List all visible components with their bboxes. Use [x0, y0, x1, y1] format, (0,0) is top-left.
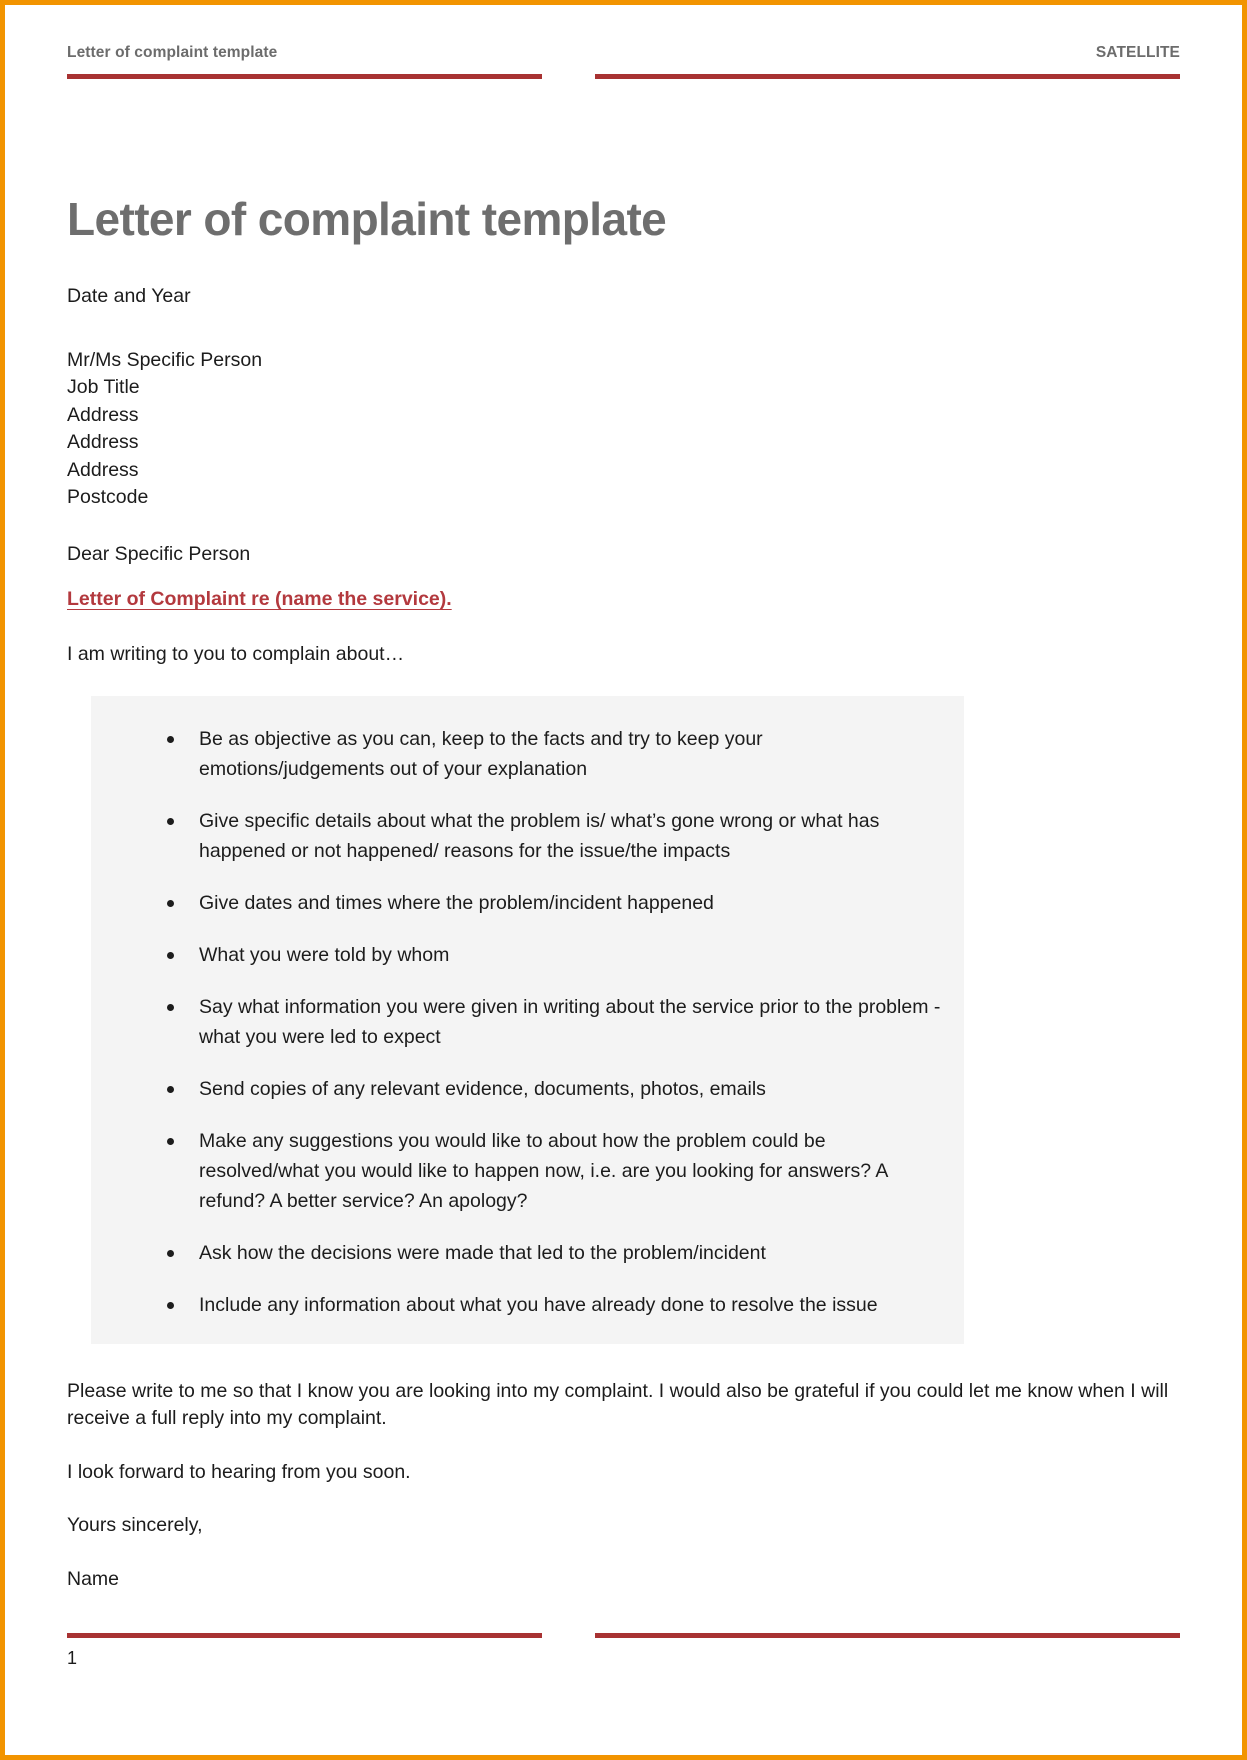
- footer-left-block: [67, 1633, 542, 1669]
- recipient-address-block: [67, 347, 1180, 512]
- footer-right-block: [595, 1633, 1180, 1669]
- recipient-line: Job Title: [67, 376, 140, 398]
- signature-name: Name: [67, 1567, 120, 1590]
- recipient-line: Mr/Ms Specific Person: [67, 348, 263, 371]
- page-number: 1: [67, 1648, 78, 1668]
- footer-rule-left: [67, 1633, 542, 1638]
- recipient-line: Address: [67, 403, 139, 426]
- intro-line: I am writing to you to complain about…: [67, 643, 405, 665]
- tips-box: [91, 696, 964, 1344]
- document-footer: [67, 1633, 1180, 1669]
- list-item: Ask how the decisions were made that led to the problem/incident: [161, 1238, 946, 1268]
- header-rule-right: [595, 74, 1180, 79]
- document-body: [67, 191, 1180, 1593]
- list-item: Say what information you were given in writing about the service prior to the problem - what you were led to expect: [161, 992, 946, 1052]
- page-content-area: [5, 5, 1242, 1755]
- closing-line: I look forward to hearing from you soon.: [67, 1460, 411, 1483]
- list-item: Be as objective as you can, keep to the facts and try to keep your emotions/judgements out of your explanation: [161, 724, 946, 784]
- subject-heading: Letter of Complaint re (name the service).: [67, 588, 452, 610]
- salutation: Dear Specific Person: [67, 542, 251, 565]
- list-item: Give specific details about what the problem is/ what’s gone wrong or what has happened or not happened/ reasons for the issue/the impacts: [161, 806, 946, 866]
- header-left-label: Letter of complaint template: [67, 44, 278, 61]
- list-item: Include any information about what you have already done to resolve the issue: [161, 1290, 946, 1320]
- sign-off: Yours sincerely,: [67, 1514, 203, 1536]
- header-right-block: [595, 43, 1180, 79]
- list-item: Give dates and times where the problem/incident happened: [161, 888, 946, 918]
- tips-list: [109, 724, 946, 1320]
- footer-rule-right: [595, 1633, 1180, 1638]
- recipient-line: Address: [67, 458, 139, 481]
- date-line: Date and Year: [67, 285, 191, 307]
- list-item: Make any suggestions you would like to about how the problem could be resolved/what you would like to happen now, i.e. are you looking for answers? A refund? A better service? An apology?: [161, 1126, 946, 1216]
- recipient-line: Address: [67, 431, 139, 453]
- closing-paragraph: Please write to me so that I know you are looking into my complaint. I would also be grateful if you could let me know when I will receive a full reply into my complaint.: [67, 1379, 1169, 1429]
- list-item: What you were told by whom: [161, 940, 946, 970]
- recipient-line: Postcode: [67, 486, 149, 508]
- header-right-label: SATELLITE: [1095, 44, 1180, 61]
- closing-block: [67, 1378, 1180, 1594]
- page-title: Letter of complaint template: [67, 193, 667, 245]
- header-left-block: [67, 43, 542, 79]
- subject-heading-wrap: [67, 586, 1180, 641]
- list-item: Send copies of any relevant evidence, documents, photos, emails: [161, 1074, 946, 1104]
- header-rule-left: [67, 74, 542, 79]
- document-header: [67, 43, 1180, 79]
